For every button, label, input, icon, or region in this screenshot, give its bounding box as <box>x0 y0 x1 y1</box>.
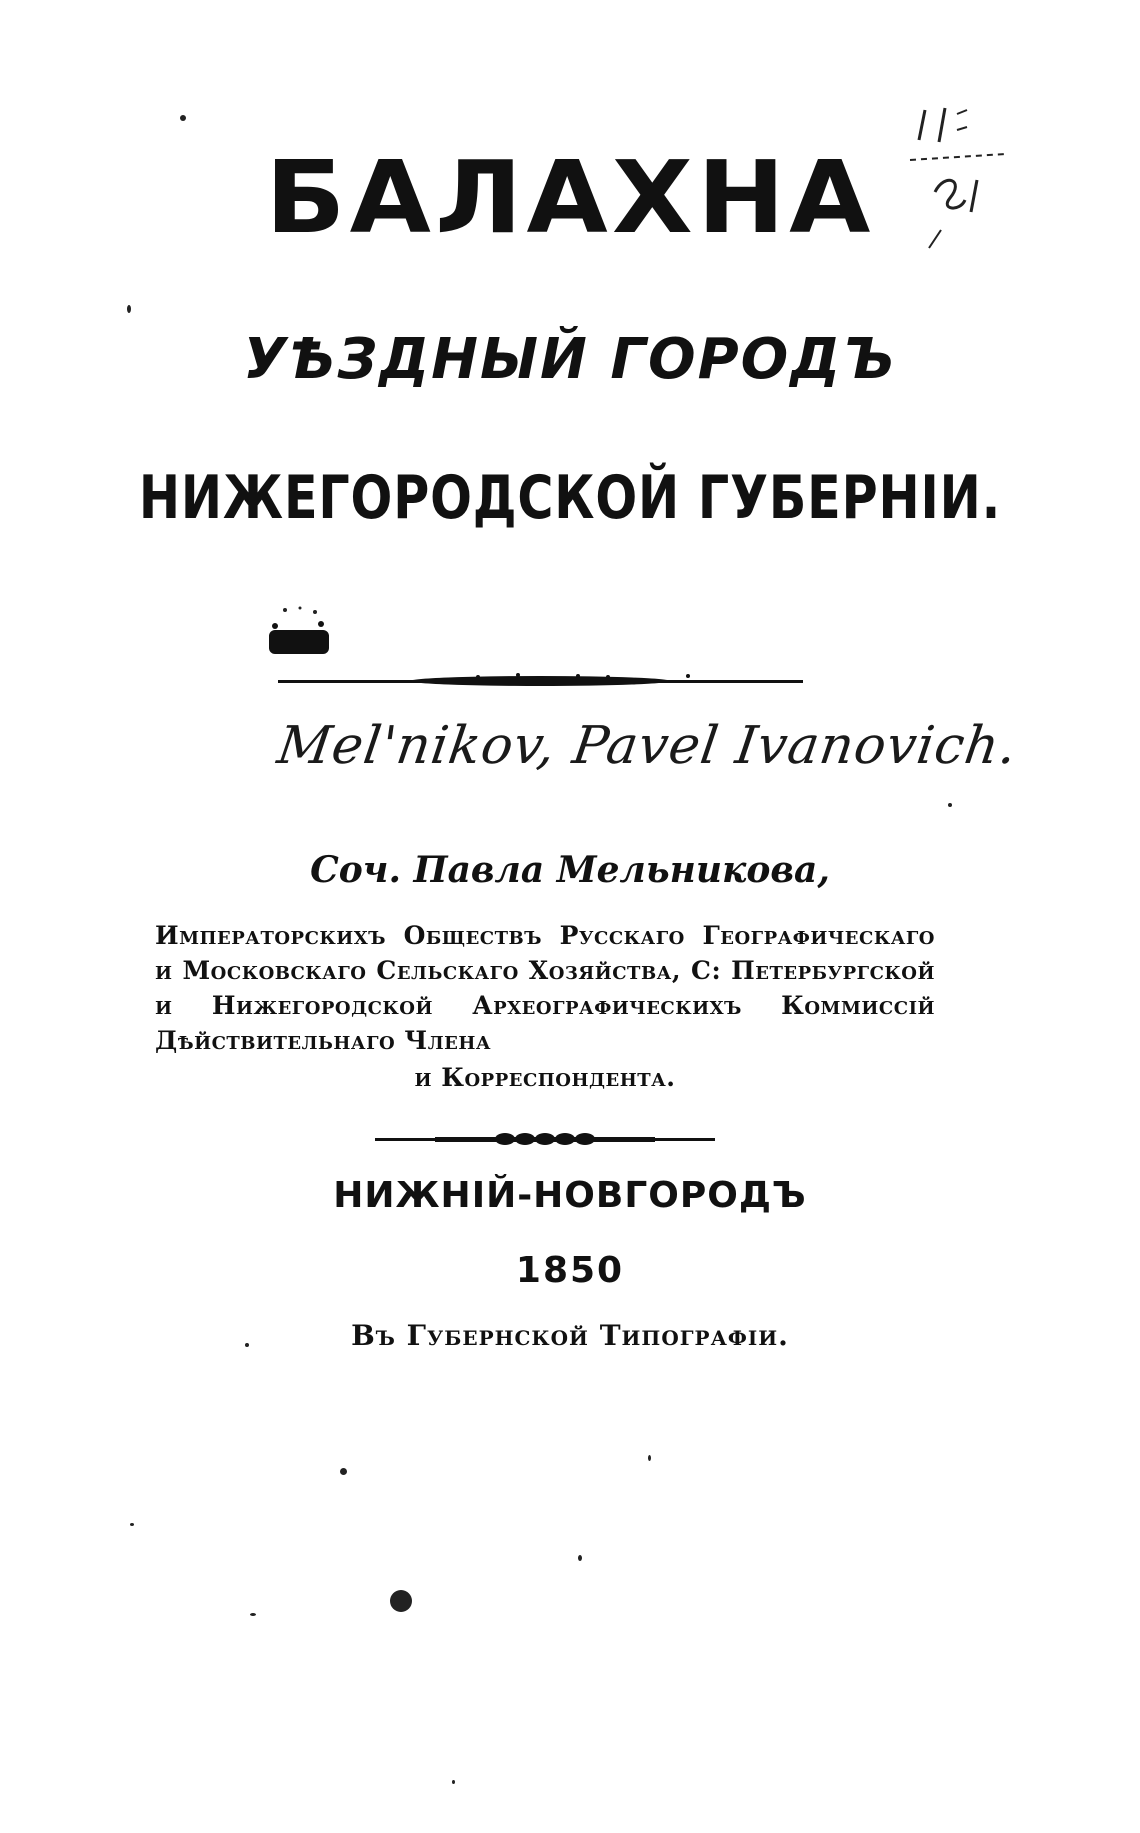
author-affiliation <box>155 918 935 1095</box>
publication-city: НИЖНІЙ-НОВГОРОДЪ <box>333 1175 807 1216</box>
printer-ornament-icon <box>265 600 335 660</box>
scan-speck <box>180 115 186 121</box>
decorative-rule <box>278 668 803 692</box>
scan-speck <box>948 803 952 807</box>
scan-speck <box>648 1455 651 1461</box>
scan-speck <box>340 1468 347 1475</box>
scan-speck <box>578 1555 582 1561</box>
scan-speck <box>250 1613 256 1616</box>
scan-speck <box>127 305 131 313</box>
decorative-rule-short <box>375 1128 715 1150</box>
affiliation-last-line: и Корреспондента. <box>414 1063 676 1092</box>
scan-speck <box>130 1523 134 1526</box>
author-line: Соч. Павла Мельникова, <box>310 849 830 891</box>
subtitle-line-1: УѢЗДНЫЙ ГОРОДЪ <box>243 327 897 392</box>
handwritten-signature: Mel'nikov, Pavel Ivanovich. <box>273 716 1022 776</box>
affiliation-text: Императорскихъ Обществъ Русскаго Географическаго и Московскаго Сельскаго Хозяйства, С: Петербургской и Нижегородской Археографическихъ Коммиссій Дѣйствительнаго Члена <box>155 921 935 1055</box>
publication-year: 1850 <box>515 1250 625 1291</box>
scan-speck <box>245 1343 249 1347</box>
scan-speck <box>390 1590 412 1612</box>
book-title: БАЛАХНА <box>265 139 875 256</box>
scan-speck <box>452 1780 455 1784</box>
subtitle-line-2: НИЖЕГОРОДСКОЙ ГУБЕРНІИ. <box>138 463 1002 533</box>
printer-imprint: Въ Губернской Типографіи. <box>351 1319 789 1352</box>
